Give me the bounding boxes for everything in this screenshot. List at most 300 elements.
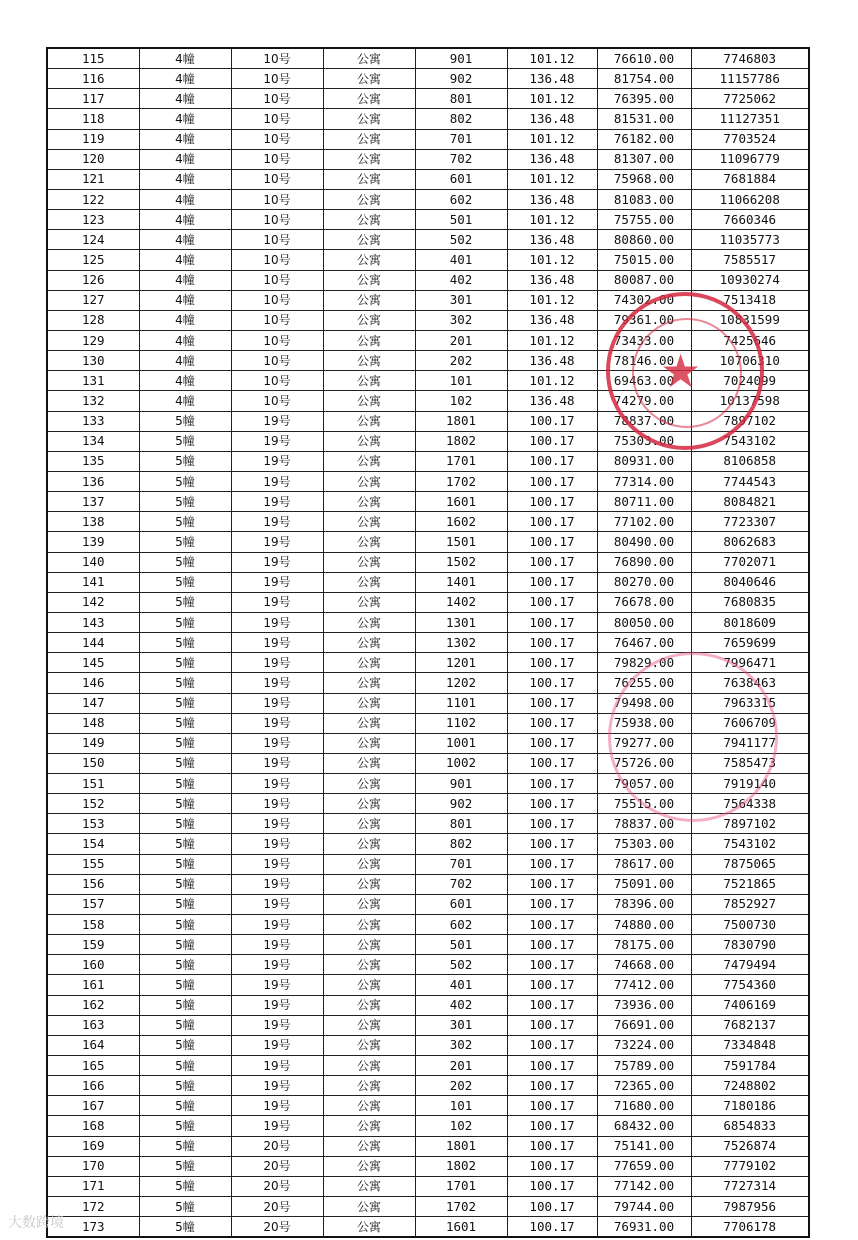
table-row: [47, 492, 809, 512]
total-price-cell: 7779102: [691, 1156, 809, 1176]
area-cell: 100.17: [507, 874, 597, 894]
unit-price-cell: 75938.00: [597, 713, 691, 733]
room-cell: 602: [415, 915, 507, 935]
unit-cell: 10号: [231, 189, 323, 209]
area-cell: 100.17: [507, 512, 597, 532]
area-cell: 100.17: [507, 753, 597, 773]
building-cell: 5幢: [139, 794, 231, 814]
area-cell: 101.12: [507, 89, 597, 109]
room-cell: 202: [415, 351, 507, 371]
unit-price-cell: 73224.00: [597, 1035, 691, 1055]
total-price-cell: 7830790: [691, 935, 809, 955]
total-price-cell: 8106858: [691, 451, 809, 471]
area-cell: 100.17: [507, 1136, 597, 1156]
area-cell: 100.17: [507, 854, 597, 874]
building-cell: 5幢: [139, 633, 231, 653]
total-price-cell: 10706310: [691, 351, 809, 371]
unit-price-cell: 79829.00: [597, 653, 691, 673]
unit-cell: 19号: [231, 894, 323, 914]
seq-cell: 117: [47, 89, 139, 109]
unit-cell: 10号: [231, 250, 323, 270]
total-price-cell: 11066208: [691, 189, 809, 209]
room-cell: 1601: [415, 1217, 507, 1238]
room-cell: 702: [415, 874, 507, 894]
building-cell: 5幢: [139, 532, 231, 552]
unit-price-cell: 76890.00: [597, 552, 691, 572]
table-row: [47, 391, 809, 411]
room-cell: 802: [415, 834, 507, 854]
area-cell: 100.17: [507, 653, 597, 673]
area-cell: 100.17: [507, 733, 597, 753]
building-cell: 5幢: [139, 612, 231, 632]
building-cell: 5幢: [139, 1217, 231, 1238]
seq-cell: 118: [47, 109, 139, 129]
table-row: [47, 109, 809, 129]
building-cell: 4幢: [139, 391, 231, 411]
unit-cell: 19号: [231, 854, 323, 874]
table-row: [47, 1015, 809, 1035]
building-cell: 5幢: [139, 1116, 231, 1136]
type-cell: 公寓: [323, 310, 415, 330]
building-cell: 5幢: [139, 713, 231, 733]
table-row: [47, 1035, 809, 1055]
room-cell: 1701: [415, 1176, 507, 1196]
building-cell: 5幢: [139, 1035, 231, 1055]
room-cell: 401: [415, 250, 507, 270]
type-cell: 公寓: [323, 1015, 415, 1035]
unit-price-cell: 75515.00: [597, 794, 691, 814]
room-cell: 802: [415, 109, 507, 129]
table-row: [47, 431, 809, 451]
type-cell: 公寓: [323, 693, 415, 713]
building-cell: 5幢: [139, 834, 231, 854]
room-cell: 301: [415, 1015, 507, 1035]
seq-cell: 158: [47, 915, 139, 935]
unit-price-cell: 77142.00: [597, 1176, 691, 1196]
building-cell: 4幢: [139, 270, 231, 290]
unit-cell: 19号: [231, 572, 323, 592]
unit-price-cell: 74668.00: [597, 955, 691, 975]
table-row: [47, 270, 809, 290]
unit-cell: 10号: [231, 89, 323, 109]
table-row: [47, 451, 809, 471]
total-price-cell: 10930274: [691, 270, 809, 290]
table-row: [47, 532, 809, 552]
seq-cell: 143: [47, 612, 139, 632]
seq-cell: 164: [47, 1035, 139, 1055]
total-price-cell: 7746803: [691, 48, 809, 69]
type-cell: 公寓: [323, 874, 415, 894]
seq-cell: 151: [47, 774, 139, 794]
type-cell: 公寓: [323, 512, 415, 532]
table-row: [47, 713, 809, 733]
building-cell: 5幢: [139, 512, 231, 532]
table-row: [47, 1116, 809, 1136]
total-price-cell: 7725062: [691, 89, 809, 109]
total-price-cell: 7996471: [691, 653, 809, 673]
unit-price-cell: 80931.00: [597, 451, 691, 471]
unit-cell: 19号: [231, 532, 323, 552]
room-cell: 602: [415, 189, 507, 209]
type-cell: 公寓: [323, 592, 415, 612]
building-cell: 5幢: [139, 673, 231, 693]
seq-cell: 146: [47, 673, 139, 693]
building-cell: 5幢: [139, 955, 231, 975]
seq-cell: 125: [47, 250, 139, 270]
total-price-cell: 6854833: [691, 1116, 809, 1136]
room-cell: 501: [415, 935, 507, 955]
table-row: [47, 753, 809, 773]
room-cell: 1302: [415, 633, 507, 653]
table-row: [47, 794, 809, 814]
area-cell: 136.48: [507, 69, 597, 89]
room-cell: 1502: [415, 552, 507, 572]
type-cell: 公寓: [323, 955, 415, 975]
unit-cell: 10号: [231, 230, 323, 250]
unit-price-cell: 80490.00: [597, 532, 691, 552]
total-price-cell: 7500730: [691, 915, 809, 935]
area-cell: 136.48: [507, 391, 597, 411]
total-price-cell: 7706178: [691, 1217, 809, 1238]
unit-price-cell: 76678.00: [597, 592, 691, 612]
building-cell: 4幢: [139, 371, 231, 391]
type-cell: 公寓: [323, 612, 415, 632]
unit-cell: 19号: [231, 612, 323, 632]
unit-price-cell: 75091.00: [597, 874, 691, 894]
unit-cell: 10号: [231, 371, 323, 391]
unit-price-cell: 81754.00: [597, 69, 691, 89]
seq-cell: 154: [47, 834, 139, 854]
total-price-cell: 7744543: [691, 471, 809, 491]
building-cell: 5幢: [139, 935, 231, 955]
type-cell: 公寓: [323, 330, 415, 350]
type-cell: 公寓: [323, 733, 415, 753]
room-cell: 701: [415, 129, 507, 149]
type-cell: 公寓: [323, 713, 415, 733]
area-cell: 101.12: [507, 129, 597, 149]
unit-price-cell: 76182.00: [597, 129, 691, 149]
table-body: [47, 48, 809, 1237]
room-cell: 502: [415, 955, 507, 975]
total-price-cell: 7897102: [691, 411, 809, 431]
price-table: [46, 47, 810, 1238]
table-row: [47, 371, 809, 391]
type-cell: 公寓: [323, 653, 415, 673]
unit-price-cell: 80711.00: [597, 492, 691, 512]
unit-cell: 19号: [231, 492, 323, 512]
total-price-cell: 7681884: [691, 169, 809, 189]
unit-cell: 10号: [231, 351, 323, 371]
area-cell: 100.17: [507, 693, 597, 713]
total-price-cell: 8084821: [691, 492, 809, 512]
building-cell: 5幢: [139, 774, 231, 794]
unit-price-cell: 76255.00: [597, 673, 691, 693]
type-cell: 公寓: [323, 471, 415, 491]
building-cell: 5幢: [139, 1096, 231, 1116]
seq-cell: 121: [47, 169, 139, 189]
seq-cell: 140: [47, 552, 139, 572]
seq-cell: 173: [47, 1217, 139, 1238]
total-price-cell: 7919140: [691, 774, 809, 794]
unit-price-cell: 78837.00: [597, 411, 691, 431]
seq-cell: 168: [47, 1116, 139, 1136]
unit-price-cell: 75303.00: [597, 431, 691, 451]
type-cell: 公寓: [323, 230, 415, 250]
unit-cell: 19号: [231, 431, 323, 451]
unit-cell: 19号: [231, 653, 323, 673]
unit-cell: 19号: [231, 834, 323, 854]
unit-price-cell: 77314.00: [597, 471, 691, 491]
total-price-cell: 7606709: [691, 713, 809, 733]
seq-cell: 130: [47, 351, 139, 371]
unit-price-cell: 75726.00: [597, 753, 691, 773]
unit-price-cell: 72365.00: [597, 1076, 691, 1096]
seq-cell: 132: [47, 391, 139, 411]
seq-cell: 122: [47, 189, 139, 209]
unit-price-cell: 75789.00: [597, 1056, 691, 1076]
building-cell: 5幢: [139, 814, 231, 834]
table-row: [47, 1076, 809, 1096]
unit-price-cell: 79057.00: [597, 774, 691, 794]
unit-price-cell: 69463.00: [597, 371, 691, 391]
table-row: [47, 894, 809, 914]
table-row: [47, 673, 809, 693]
room-cell: 1201: [415, 653, 507, 673]
seq-cell: 123: [47, 210, 139, 230]
area-cell: 101.12: [507, 330, 597, 350]
unit-cell: 19号: [231, 1056, 323, 1076]
table-row: [47, 1056, 809, 1076]
building-cell: 5幢: [139, 552, 231, 572]
building-cell: 5幢: [139, 1136, 231, 1156]
unit-cell: 19号: [231, 935, 323, 955]
unit-price-cell: 68432.00: [597, 1116, 691, 1136]
table-row: [47, 512, 809, 532]
room-cell: 201: [415, 330, 507, 350]
total-price-cell: 8062683: [691, 532, 809, 552]
table-row: [47, 330, 809, 350]
building-cell: 4幢: [139, 129, 231, 149]
unit-cell: 10号: [231, 391, 323, 411]
unit-cell: 10号: [231, 48, 323, 69]
seq-cell: 127: [47, 290, 139, 310]
total-price-cell: 11157786: [691, 69, 809, 89]
type-cell: 公寓: [323, 753, 415, 773]
area-cell: 100.17: [507, 1217, 597, 1238]
seq-cell: 161: [47, 975, 139, 995]
total-price-cell: 7659699: [691, 633, 809, 653]
seq-cell: 162: [47, 995, 139, 1015]
unit-price-cell: 79277.00: [597, 733, 691, 753]
unit-cell: 20号: [231, 1176, 323, 1196]
table-row: [47, 633, 809, 653]
total-price-cell: 8018609: [691, 612, 809, 632]
building-cell: 5幢: [139, 1076, 231, 1096]
total-price-cell: 7479494: [691, 955, 809, 975]
unit-price-cell: 75303.00: [597, 834, 691, 854]
area-cell: 100.17: [507, 915, 597, 935]
table-row: [47, 129, 809, 149]
area-cell: 100.17: [507, 713, 597, 733]
area-cell: 136.48: [507, 351, 597, 371]
unit-cell: 19号: [231, 1096, 323, 1116]
type-cell: 公寓: [323, 250, 415, 270]
total-price-cell: 7585517: [691, 250, 809, 270]
table-row: [47, 310, 809, 330]
total-price-cell: 11096779: [691, 149, 809, 169]
unit-price-cell: 78617.00: [597, 854, 691, 874]
building-cell: 5幢: [139, 1156, 231, 1176]
room-cell: 1202: [415, 673, 507, 693]
building-cell: 5幢: [139, 995, 231, 1015]
room-cell: 1102: [415, 713, 507, 733]
room-cell: 502: [415, 230, 507, 250]
unit-cell: 19号: [231, 411, 323, 431]
building-cell: 5幢: [139, 975, 231, 995]
room-cell: 102: [415, 391, 507, 411]
building-cell: 4幢: [139, 310, 231, 330]
area-cell: 100.17: [507, 894, 597, 914]
table-row: [47, 169, 809, 189]
seq-cell: 165: [47, 1056, 139, 1076]
room-cell: 1301: [415, 612, 507, 632]
unit-price-cell: 76931.00: [597, 1217, 691, 1238]
type-cell: 公寓: [323, 572, 415, 592]
unit-price-cell: 76610.00: [597, 48, 691, 69]
building-cell: 4幢: [139, 48, 231, 69]
unit-cell: 20号: [231, 1217, 323, 1238]
unit-cell: 19号: [231, 794, 323, 814]
type-cell: 公寓: [323, 189, 415, 209]
room-cell: 402: [415, 270, 507, 290]
total-price-cell: 7334848: [691, 1035, 809, 1055]
total-price-cell: 7526874: [691, 1136, 809, 1156]
room-cell: 1702: [415, 471, 507, 491]
table-row: [47, 1136, 809, 1156]
unit-price-cell: 74279.00: [597, 391, 691, 411]
area-cell: 100.17: [507, 552, 597, 572]
building-cell: 4幢: [139, 230, 231, 250]
seq-cell: 163: [47, 1015, 139, 1035]
unit-cell: 19号: [231, 471, 323, 491]
type-cell: 公寓: [323, 451, 415, 471]
seq-cell: 138: [47, 512, 139, 532]
room-cell: 1101: [415, 693, 507, 713]
table-row: [47, 834, 809, 854]
unit-cell: 19号: [231, 733, 323, 753]
room-cell: 302: [415, 310, 507, 330]
unit-price-cell: 75755.00: [597, 210, 691, 230]
total-price-cell: 7660346: [691, 210, 809, 230]
unit-cell: 20号: [231, 1197, 323, 1217]
total-price-cell: 10831599: [691, 310, 809, 330]
seq-cell: 169: [47, 1136, 139, 1156]
room-cell: 402: [415, 995, 507, 1015]
seq-cell: 153: [47, 814, 139, 834]
unit-price-cell: 76691.00: [597, 1015, 691, 1035]
type-cell: 公寓: [323, 1035, 415, 1055]
area-cell: 101.12: [507, 371, 597, 391]
area-cell: 100.17: [507, 1156, 597, 1176]
seq-cell: 134: [47, 431, 139, 451]
building-cell: 5幢: [139, 572, 231, 592]
type-cell: 公寓: [323, 794, 415, 814]
unit-cell: 19号: [231, 1116, 323, 1136]
table-row: [47, 1197, 809, 1217]
room-cell: 101: [415, 1096, 507, 1116]
building-cell: 5幢: [139, 1197, 231, 1217]
building-cell: 4幢: [139, 250, 231, 270]
type-cell: 公寓: [323, 995, 415, 1015]
table-row: [47, 290, 809, 310]
seq-cell: 171: [47, 1176, 139, 1196]
table-row: [47, 411, 809, 431]
building-cell: 5幢: [139, 1056, 231, 1076]
total-price-cell: 7875065: [691, 854, 809, 874]
building-cell: 5幢: [139, 874, 231, 894]
building-cell: 4幢: [139, 69, 231, 89]
seq-cell: 142: [47, 592, 139, 612]
seq-cell: 157: [47, 894, 139, 914]
building-cell: 5幢: [139, 915, 231, 935]
total-price-cell: 7682137: [691, 1015, 809, 1035]
unit-price-cell: 77659.00: [597, 1156, 691, 1176]
room-cell: 901: [415, 774, 507, 794]
total-price-cell: 7543102: [691, 834, 809, 854]
table-row: [47, 733, 809, 753]
table-row: [47, 572, 809, 592]
type-cell: 公寓: [323, 109, 415, 129]
type-cell: 公寓: [323, 270, 415, 290]
unit-cell: 10号: [231, 270, 323, 290]
area-cell: 136.48: [507, 310, 597, 330]
table-row: [47, 230, 809, 250]
area-cell: 101.12: [507, 290, 597, 310]
type-cell: 公寓: [323, 975, 415, 995]
type-cell: 公寓: [323, 1076, 415, 1096]
type-cell: 公寓: [323, 48, 415, 69]
building-cell: 5幢: [139, 431, 231, 451]
building-cell: 5幢: [139, 693, 231, 713]
area-cell: 100.17: [507, 1035, 597, 1055]
seal-star-icon: ★: [660, 344, 702, 398]
unit-price-cell: 78837.00: [597, 814, 691, 834]
unit-cell: 10号: [231, 210, 323, 230]
seq-cell: 141: [47, 572, 139, 592]
area-cell: 100.17: [507, 975, 597, 995]
total-price-cell: 10137598: [691, 391, 809, 411]
room-cell: 901: [415, 48, 507, 69]
table-row: [47, 48, 809, 69]
area-cell: 100.17: [507, 1176, 597, 1196]
room-cell: 1802: [415, 1156, 507, 1176]
total-price-cell: 7680835: [691, 592, 809, 612]
type-cell: 公寓: [323, 1176, 415, 1196]
total-price-cell: 7248802: [691, 1076, 809, 1096]
area-cell: 100.17: [507, 592, 597, 612]
type-cell: 公寓: [323, 1096, 415, 1116]
unit-cell: 19号: [231, 975, 323, 995]
table-row: [47, 995, 809, 1015]
room-cell: 601: [415, 894, 507, 914]
total-price-cell: 7723307: [691, 512, 809, 532]
area-cell: 100.17: [507, 572, 597, 592]
room-cell: 801: [415, 814, 507, 834]
seq-cell: 145: [47, 653, 139, 673]
total-price-cell: 7180186: [691, 1096, 809, 1116]
area-cell: 100.17: [507, 431, 597, 451]
unit-cell: 19号: [231, 693, 323, 713]
